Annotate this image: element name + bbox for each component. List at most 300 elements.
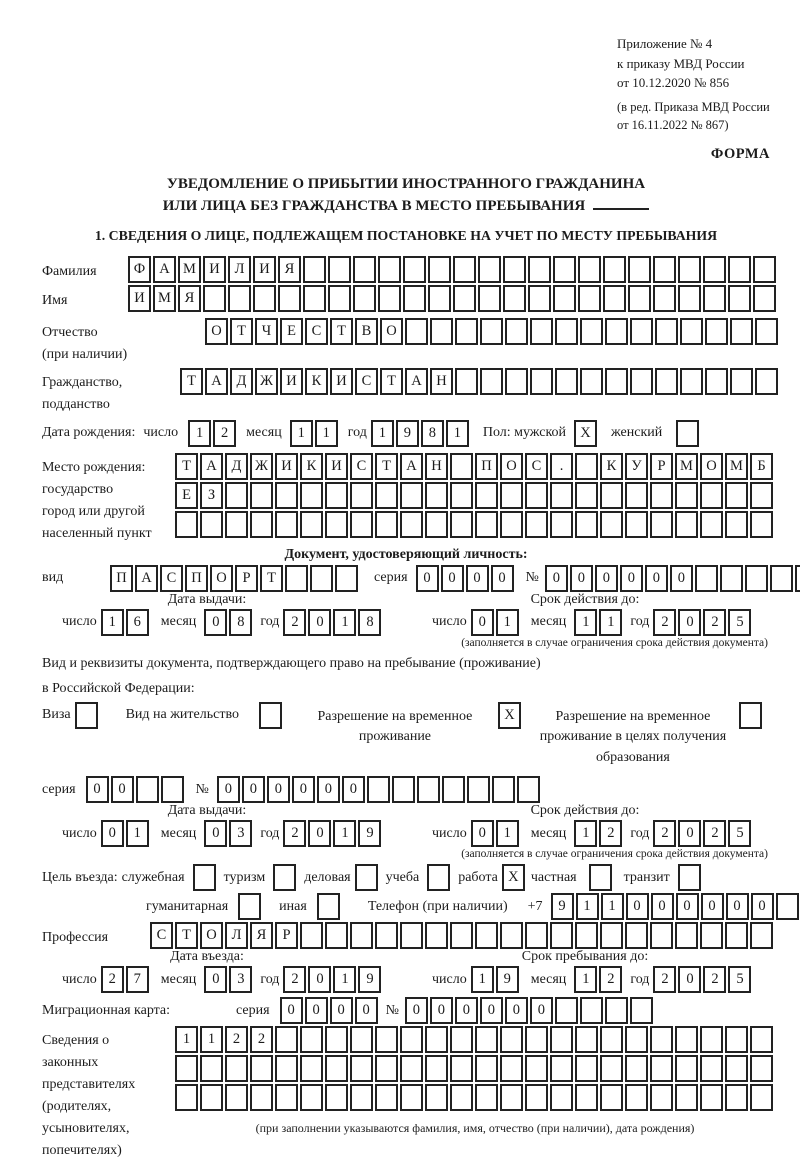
purpose-commercial-checkbox[interactable] [355,864,378,891]
char-box[interactable]: 7 [126,966,149,993]
char-box[interactable]: 1 [371,420,394,447]
char-box[interactable] [625,922,648,949]
char-box[interactable] [700,511,723,538]
char-box[interactable] [550,1026,573,1053]
char-box[interactable] [603,285,626,312]
char-box[interactable] [328,256,351,283]
char-box[interactable] [303,285,326,312]
char-box[interactable] [725,511,748,538]
char-box[interactable] [578,285,601,312]
char-box[interactable]: С [305,318,328,345]
char-box[interactable] [603,256,626,283]
purpose-tourism-checkbox[interactable] [273,864,296,891]
sex-male-checkbox[interactable]: X [574,420,597,447]
char-box[interactable]: 0 [292,776,315,803]
char-box[interactable]: 1 [333,609,356,636]
char-box[interactable]: 1 [175,1026,198,1053]
char-box[interactable]: 0 [455,997,478,1024]
temp-residence-education-checkbox[interactable] [739,702,762,729]
char-box[interactable] [700,1084,723,1111]
char-box[interactable] [450,511,473,538]
temp-residence-checkbox[interactable]: X [498,702,521,729]
char-box[interactable] [725,1084,748,1111]
char-box[interactable] [350,1084,373,1111]
char-box[interactable]: 5 [728,820,751,847]
char-box[interactable] [753,256,776,283]
char-box[interactable]: 2 [653,966,676,993]
char-box[interactable] [725,482,748,509]
char-box[interactable]: К [600,453,623,480]
char-box[interactable] [703,285,726,312]
char-box[interactable] [200,511,223,538]
char-box[interactable] [630,318,653,345]
char-box[interactable]: А [405,368,428,395]
char-box[interactable]: 0 [620,565,643,592]
char-box[interactable] [630,368,653,395]
char-box[interactable] [430,318,453,345]
char-box[interactable]: 8 [358,609,381,636]
char-box[interactable] [300,922,323,949]
char-box[interactable]: 5 [728,966,751,993]
char-box[interactable]: 0 [405,997,428,1024]
char-box[interactable]: Ж [250,453,273,480]
char-box[interactable]: 0 [626,893,649,920]
char-box[interactable]: 0 [530,997,553,1024]
char-box[interactable]: М [675,453,698,480]
char-box[interactable] [653,285,676,312]
char-box[interactable] [136,776,159,803]
char-box[interactable] [605,318,628,345]
char-box[interactable] [375,482,398,509]
char-box[interactable] [525,482,548,509]
char-box[interactable] [350,482,373,509]
char-box[interactable]: 0 [505,997,528,1024]
char-box[interactable] [225,1084,248,1111]
char-box[interactable]: С [350,453,373,480]
char-box[interactable] [655,368,678,395]
char-box[interactable] [575,511,598,538]
char-box[interactable] [450,1055,473,1082]
char-box[interactable] [500,511,523,538]
char-box[interactable] [675,482,698,509]
char-box[interactable]: 2 [703,609,726,636]
char-box[interactable] [428,285,451,312]
char-box[interactable] [680,318,703,345]
char-box[interactable] [605,368,628,395]
char-box[interactable] [550,922,573,949]
char-box[interactable] [425,1055,448,1082]
char-box[interactable] [425,1084,448,1111]
char-box[interactable]: Т [180,368,203,395]
char-box[interactable] [400,1026,423,1053]
purpose-humanitarian-checkbox[interactable] [238,893,261,920]
char-box[interactable] [625,1084,648,1111]
char-box[interactable]: 0 [466,565,489,592]
char-box[interactable] [575,1026,598,1053]
char-box[interactable] [650,511,673,538]
char-box[interactable] [578,256,601,283]
char-box[interactable]: 2 [283,966,306,993]
char-box[interactable] [703,256,726,283]
char-box[interactable] [655,318,678,345]
char-box[interactable]: Т [375,453,398,480]
char-box[interactable]: 0 [651,893,674,920]
char-box[interactable]: 0 [330,997,353,1024]
char-box[interactable]: 0 [204,609,227,636]
char-box[interactable] [553,256,576,283]
char-box[interactable]: А [205,368,228,395]
char-box[interactable]: 9 [358,820,381,847]
char-box[interactable]: 1 [315,420,338,447]
char-box[interactable] [575,922,598,949]
char-box[interactable] [225,482,248,509]
char-box[interactable] [275,1026,298,1053]
char-box[interactable]: 0 [111,776,134,803]
char-box[interactable] [725,1055,748,1082]
char-box[interactable] [675,922,698,949]
char-box[interactable]: 1 [200,1026,223,1053]
char-box[interactable]: Т [380,368,403,395]
char-box[interactable]: Н [430,368,453,395]
char-box[interactable]: А [135,565,158,592]
char-box[interactable]: 0 [751,893,774,920]
char-box[interactable] [225,1055,248,1082]
char-box[interactable] [300,482,323,509]
char-box[interactable]: 0 [242,776,265,803]
purpose-study-checkbox[interactable] [427,864,450,891]
char-box[interactable] [325,1084,348,1111]
char-box[interactable]: Д [225,453,248,480]
char-box[interactable]: 0 [308,966,331,993]
char-box[interactable] [203,285,226,312]
char-box[interactable] [450,482,473,509]
char-box[interactable] [250,511,273,538]
char-box[interactable]: 1 [333,966,356,993]
purpose-business-checkbox[interactable] [193,864,216,891]
char-box[interactable] [600,511,623,538]
char-box[interactable] [755,368,778,395]
char-box[interactable]: 1 [599,609,622,636]
char-box[interactable] [680,368,703,395]
char-box[interactable]: Т [175,922,198,949]
char-box[interactable] [725,1026,748,1053]
char-box[interactable]: 0 [217,776,240,803]
char-box[interactable] [625,1026,648,1053]
char-box[interactable] [303,256,326,283]
char-box[interactable]: 0 [670,565,693,592]
char-box[interactable] [400,1055,423,1082]
char-box[interactable]: 0 [545,565,568,592]
char-box[interactable] [450,453,473,480]
sex-female-checkbox[interactable] [676,420,699,447]
char-box[interactable] [325,922,348,949]
char-box[interactable] [325,511,348,538]
char-box[interactable] [525,1084,548,1111]
char-box[interactable] [675,1026,698,1053]
char-box[interactable]: И [330,368,353,395]
char-box[interactable] [650,922,673,949]
char-box[interactable]: С [150,922,173,949]
char-box[interactable] [367,776,390,803]
char-box[interactable] [425,922,448,949]
char-box[interactable] [700,1026,723,1053]
char-box[interactable]: С [355,368,378,395]
char-box[interactable] [228,285,251,312]
char-box[interactable]: Т [175,453,198,480]
char-box[interactable]: 0 [305,997,328,1024]
char-box[interactable] [525,511,548,538]
char-box[interactable] [400,922,423,949]
char-box[interactable] [730,318,753,345]
char-box[interactable]: Б [750,453,773,480]
char-box[interactable]: 0 [471,609,494,636]
char-box[interactable]: Ч [255,318,278,345]
char-box[interactable] [325,1055,348,1082]
char-box[interactable] [467,776,490,803]
char-box[interactable] [750,1026,773,1053]
char-box[interactable]: В [355,318,378,345]
char-box[interactable]: . [550,453,573,480]
char-box[interactable]: 2 [250,1026,273,1053]
char-box[interactable] [425,482,448,509]
char-box[interactable]: 9 [496,966,519,993]
char-box[interactable]: П [185,565,208,592]
char-box[interactable] [550,482,573,509]
char-box[interactable] [500,1084,523,1111]
char-box[interactable] [400,482,423,509]
char-box[interactable]: 1 [601,893,624,920]
char-box[interactable] [275,1055,298,1082]
char-box[interactable]: 0 [471,820,494,847]
char-box[interactable] [353,285,376,312]
char-box[interactable]: А [400,453,423,480]
char-box[interactable]: 1 [446,420,469,447]
char-box[interactable] [650,1026,673,1053]
char-box[interactable] [528,285,551,312]
char-box[interactable]: 0 [430,997,453,1024]
char-box[interactable]: 1 [101,609,124,636]
char-box[interactable] [161,776,184,803]
char-box[interactable] [650,482,673,509]
char-box[interactable]: М [153,285,176,312]
char-box[interactable] [628,285,651,312]
char-box[interactable] [750,1084,773,1111]
char-box[interactable] [555,318,578,345]
char-box[interactable] [328,285,351,312]
char-box[interactable] [475,1026,498,1053]
char-box[interactable] [678,256,701,283]
purpose-transit-checkbox[interactable] [678,864,701,891]
char-box[interactable]: 1 [333,820,356,847]
char-box[interactable] [275,1084,298,1111]
char-box[interactable]: У [625,453,648,480]
char-box[interactable]: 1 [188,420,211,447]
char-box[interactable] [600,482,623,509]
char-box[interactable] [325,1026,348,1053]
char-box[interactable] [605,997,628,1024]
char-box[interactable] [575,1084,598,1111]
char-box[interactable]: 1 [496,609,519,636]
char-box[interactable]: 9 [396,420,419,447]
char-box[interactable]: Е [175,482,198,509]
char-box[interactable] [455,368,478,395]
char-box[interactable] [375,922,398,949]
char-box[interactable] [525,922,548,949]
char-box[interactable]: Т [330,318,353,345]
char-box[interactable]: 0 [342,776,365,803]
char-box[interactable] [350,1026,373,1053]
char-box[interactable] [300,1084,323,1111]
char-box[interactable] [530,368,553,395]
char-box[interactable] [175,1084,198,1111]
char-box[interactable] [500,1055,523,1082]
char-box[interactable] [675,511,698,538]
char-box[interactable]: 0 [86,776,109,803]
char-box[interactable]: 0 [678,609,701,636]
char-box[interactable]: 0 [678,966,701,993]
char-box[interactable]: С [160,565,183,592]
char-box[interactable]: Е [280,318,303,345]
char-box[interactable] [575,453,598,480]
char-box[interactable] [450,1026,473,1053]
char-box[interactable] [755,318,778,345]
char-box[interactable] [705,368,728,395]
char-box[interactable]: С [525,453,548,480]
char-box[interactable] [600,1055,623,1082]
char-box[interactable]: 5 [728,609,751,636]
char-box[interactable]: И [128,285,151,312]
char-box[interactable] [525,1055,548,1082]
char-box[interactable] [530,318,553,345]
char-box[interactable] [505,318,528,345]
char-box[interactable]: 1 [290,420,313,447]
char-box[interactable]: 0 [308,609,331,636]
char-box[interactable]: О [500,453,523,480]
char-box[interactable]: 2 [283,820,306,847]
purpose-work-checkbox[interactable]: X [502,864,525,891]
char-box[interactable] [517,776,540,803]
purpose-other-checkbox[interactable] [317,893,340,920]
char-box[interactable] [503,285,526,312]
char-box[interactable]: Я [250,922,273,949]
char-box[interactable]: 2 [283,609,306,636]
char-box[interactable]: 2 [599,966,622,993]
char-box[interactable]: 0 [570,565,593,592]
char-box[interactable] [492,776,515,803]
char-box[interactable]: 9 [358,966,381,993]
char-box[interactable] [750,482,773,509]
char-box[interactable] [600,922,623,949]
char-box[interactable] [705,318,728,345]
char-box[interactable] [525,1026,548,1053]
char-box[interactable] [575,482,598,509]
char-box[interactable] [375,1084,398,1111]
char-box[interactable] [795,565,800,592]
char-box[interactable] [250,482,273,509]
char-box[interactable] [450,1084,473,1111]
char-box[interactable]: А [200,453,223,480]
char-box[interactable] [378,285,401,312]
char-box[interactable] [335,565,358,592]
char-box[interactable] [200,1055,223,1082]
char-box[interactable]: 3 [229,966,252,993]
char-box[interactable]: 0 [441,565,464,592]
char-box[interactable] [417,776,440,803]
char-box[interactable] [455,318,478,345]
char-box[interactable] [625,1055,648,1082]
char-box[interactable] [550,511,573,538]
char-box[interactable] [675,1055,698,1082]
char-box[interactable]: П [110,565,133,592]
char-box[interactable] [650,1084,673,1111]
char-box[interactable] [725,922,748,949]
char-box[interactable]: И [275,453,298,480]
char-box[interactable] [630,997,653,1024]
char-box[interactable]: Р [275,922,298,949]
char-box[interactable]: Н [425,453,448,480]
char-box[interactable] [528,256,551,283]
char-box[interactable] [300,1055,323,1082]
char-box[interactable]: 1 [471,966,494,993]
char-box[interactable] [745,565,768,592]
char-box[interactable] [475,482,498,509]
char-box[interactable]: 1 [576,893,599,920]
char-box[interactable]: 2 [653,609,676,636]
char-box[interactable]: 1 [126,820,149,847]
char-box[interactable] [555,368,578,395]
char-box[interactable] [275,482,298,509]
purpose-private-checkbox[interactable] [589,864,612,891]
char-box[interactable] [375,1026,398,1053]
char-box[interactable]: 2 [213,420,236,447]
char-box[interactable] [728,285,751,312]
char-box[interactable] [250,1084,273,1111]
char-box[interactable] [285,565,308,592]
char-box[interactable] [350,1055,373,1082]
char-box[interactable] [480,368,503,395]
char-box[interactable] [628,256,651,283]
char-box[interactable]: 0 [416,565,439,592]
char-box[interactable] [175,511,198,538]
char-box[interactable] [405,318,428,345]
char-box[interactable] [653,256,676,283]
char-box[interactable] [475,922,498,949]
char-box[interactable]: Т [230,318,253,345]
char-box[interactable]: М [178,256,201,283]
char-box[interactable] [678,285,701,312]
char-box[interactable]: 0 [317,776,340,803]
char-box[interactable]: Л [228,256,251,283]
char-box[interactable]: 0 [308,820,331,847]
char-box[interactable] [625,511,648,538]
char-box[interactable] [253,285,276,312]
char-box[interactable] [378,256,401,283]
char-box[interactable] [392,776,415,803]
char-box[interactable]: 0 [204,966,227,993]
char-box[interactable] [478,256,501,283]
char-box[interactable]: 1 [574,820,597,847]
char-box[interactable]: К [300,453,323,480]
char-box[interactable] [350,511,373,538]
char-box[interactable]: И [325,453,348,480]
char-box[interactable]: 1 [574,966,597,993]
char-box[interactable]: И [280,368,303,395]
char-box[interactable] [730,368,753,395]
char-box[interactable]: Ф [128,256,151,283]
char-box[interactable] [580,997,603,1024]
char-box[interactable] [475,511,498,538]
char-box[interactable] [250,1055,273,1082]
